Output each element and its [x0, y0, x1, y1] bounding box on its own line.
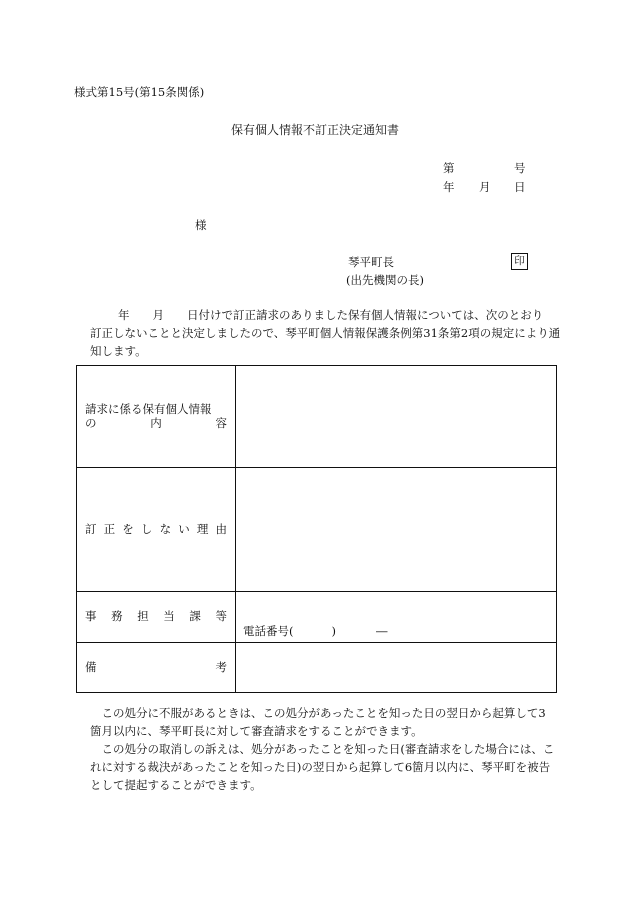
label-requested-info — [77, 366, 236, 468]
note-2-line-3: として提起することができます。 — [90, 778, 262, 792]
phone-number-line — [243, 625, 388, 639]
note-1-line-2: 箇月以内に、琴平町長に対して審査請求をすることができます。 — [90, 724, 423, 738]
label-remarks: 備 考 — [77, 643, 236, 693]
value-requested-info[interactable] — [236, 366, 557, 468]
intro-line-3: 知します。 — [90, 344, 147, 358]
value-office[interactable] — [236, 592, 557, 643]
intro-line-1: 年 月 日付けで訂正請求のありました保有個人情報については、次のとおり — [118, 308, 544, 322]
label-requested-info-line1: 請求に係る保有個人情報 — [85, 401, 212, 416]
date-year: 年 — [443, 180, 455, 194]
phone-label: 電話番号( — [243, 624, 294, 639]
sender-note: (出先機関の長) — [346, 273, 424, 287]
label-requested-info-line2: の 内 容 — [85, 415, 227, 430]
recipient-honorific: 様 — [195, 218, 207, 232]
note-2-line-1: この処分の取消しの訴えは、処分があったことを知った日(審査請求をした場合には、こ — [90, 742, 555, 756]
sender-name: 琴平町長 — [348, 255, 394, 269]
date-month: 月 — [479, 180, 491, 194]
table-row-office — [77, 592, 557, 643]
phone-close-paren: ) — [331, 624, 336, 639]
table-row-reason — [77, 468, 557, 592]
note-2-line-2: れに対する裁決があったことを知った日)の翌日から起算して6箇月以内に、琴平町を被告 — [90, 760, 551, 774]
seal-stamp: 印 — [511, 253, 528, 270]
doc-number-prefix: 第 — [443, 161, 455, 175]
table-row-requested-info — [77, 366, 557, 468]
notes-paragraph — [90, 704, 560, 794]
note-1-line-1: この処分に不服があるときは、この処分があったことを知った日の翌日から起算して3 — [90, 706, 546, 720]
value-remarks[interactable] — [236, 643, 557, 693]
decision-table — [76, 365, 557, 693]
phone-dash: ― — [376, 624, 388, 639]
doc-number-suffix: 号 — [514, 161, 526, 175]
intro-line-2: 訂正しないことと決定しましたので、琴平町個人情報保護条例第31条第2項の規定により通 — [90, 326, 561, 340]
document-title: 保有個人情報不訂正決定通知書 — [230, 123, 399, 137]
form-number-label: 様式第15号(第15条関係) — [74, 85, 205, 99]
value-reason[interactable] — [236, 468, 557, 592]
label-reason: 訂 正 を し な い 理 由 — [77, 468, 236, 592]
label-office: 事 務 担 当 課 等 — [77, 592, 236, 643]
date-day: 日 — [514, 180, 526, 194]
intro-paragraph — [90, 306, 560, 360]
table-row-remarks — [77, 643, 557, 693]
